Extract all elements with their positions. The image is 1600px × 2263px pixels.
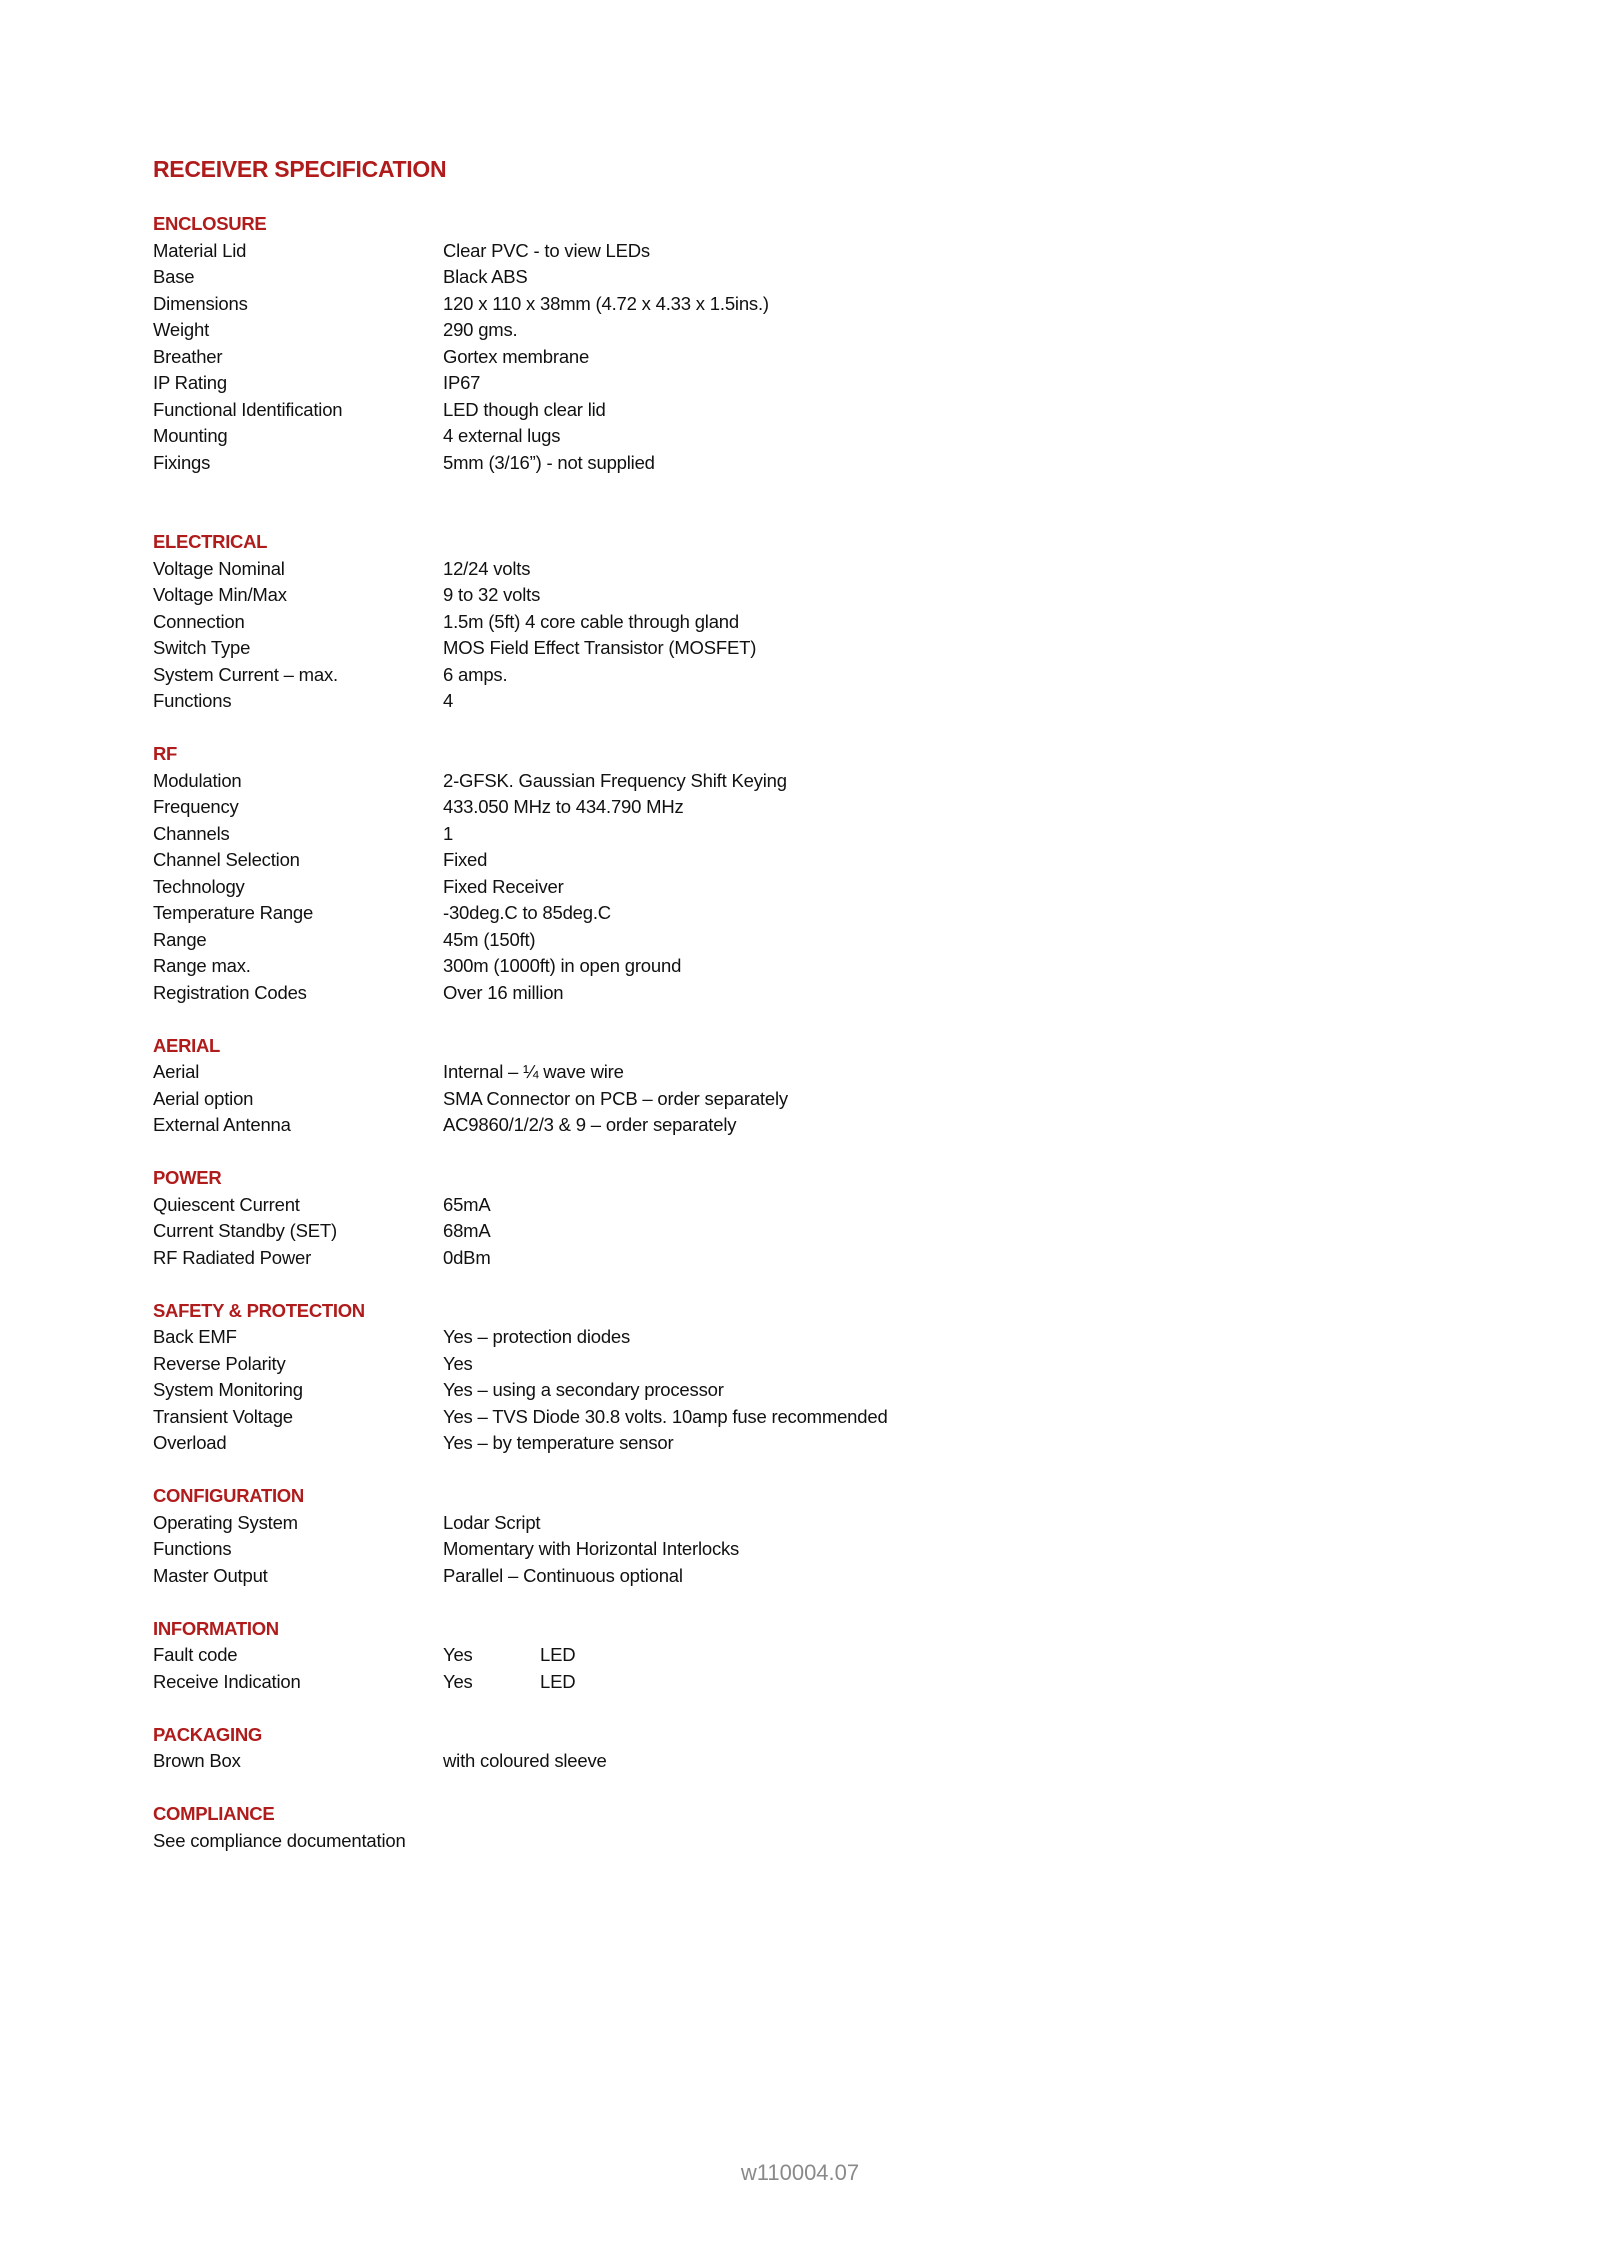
spec-value: SMA Connector on PCB – order separately xyxy=(443,1087,788,1109)
spec-label: Base xyxy=(153,266,195,287)
spec-label: Modulation xyxy=(153,769,242,791)
spec-value: 68mA xyxy=(443,1220,491,1241)
spec-row xyxy=(153,635,1453,662)
spec-label: Technology xyxy=(153,875,245,897)
spec-row xyxy=(153,1748,1453,1775)
spec-label: Range max. xyxy=(153,955,251,976)
spec-value: Fixed Receiver xyxy=(443,875,564,897)
spec-value: Yes – TVS Diode 30.8 volts. 10amp fuse recommended xyxy=(443,1405,888,1427)
spec-section-enclosure xyxy=(153,211,1453,476)
spec-value: Yes – using a secondary processor xyxy=(443,1379,724,1400)
spec-value: 4 external lugs xyxy=(443,425,561,446)
section-heading: ELECTRICAL xyxy=(153,531,268,552)
spec-value: Fixed xyxy=(443,849,488,870)
spec-value: 12/24 volts xyxy=(443,557,531,579)
spec-row xyxy=(153,1059,1453,1086)
spec-row xyxy=(153,1430,1453,1457)
spec-section-information xyxy=(153,1616,1453,1696)
document-code: w110004.07 xyxy=(740,2160,860,2185)
spec-label: Switch Type xyxy=(153,637,251,658)
spec-label: Operating System xyxy=(153,1511,298,1533)
section-heading: PACKAGING xyxy=(153,1723,262,1745)
spec-label: Range xyxy=(153,928,207,950)
spec-row xyxy=(153,1086,1453,1113)
spec-label: Aerial option xyxy=(153,1087,254,1109)
spec-value: 9 to 32 volts xyxy=(443,584,541,605)
spec-value: Yes xyxy=(443,1670,473,1692)
spec-label: IP Rating xyxy=(153,372,227,393)
spec-row xyxy=(153,556,1453,583)
spec-row xyxy=(153,1377,1453,1404)
spec-label: Voltage Nominal xyxy=(153,557,285,579)
spec-label: Brown Box xyxy=(153,1750,241,1771)
spec-row xyxy=(153,1351,1453,1378)
spec-row xyxy=(153,1218,1453,1245)
spec-value: -30deg.C to 85deg.C xyxy=(443,902,611,923)
spec-row xyxy=(153,847,1453,874)
spec-label: RF Radiated Power xyxy=(153,1246,312,1268)
spec-row xyxy=(153,1192,1453,1219)
spec-value: 6 amps. xyxy=(443,663,508,685)
spec-value: Over 16 million xyxy=(443,981,564,1003)
spec-value: 4 xyxy=(443,690,454,711)
section-heading: INFORMATION xyxy=(153,1617,279,1639)
section-heading: RF xyxy=(153,743,178,764)
section-heading: CONFIGURATION xyxy=(153,1485,304,1506)
spec-label: System Current – max. xyxy=(153,663,338,685)
spec-label: Functions xyxy=(153,690,232,711)
spec-label: Overload xyxy=(153,1432,227,1453)
spec-row xyxy=(153,1828,1453,1855)
spec-value: 0dBm xyxy=(443,1246,491,1268)
spec-value: 5mm (3/16”) - not supplied xyxy=(443,451,655,473)
spec-row xyxy=(153,264,1453,291)
spec-label: Fixings xyxy=(153,451,211,473)
spec-label: Temperature Range xyxy=(153,902,314,923)
spec-row xyxy=(153,1642,1453,1669)
spec-label: Voltage Min/Max xyxy=(153,584,287,605)
spec-value: 290 gms. xyxy=(443,319,518,340)
spec-value: IP67 xyxy=(443,372,481,393)
spec-value: 1 xyxy=(443,822,454,844)
spec-row xyxy=(153,582,1453,609)
spec-row xyxy=(153,662,1453,689)
spec-row xyxy=(153,370,1453,397)
spec-value: 45m (150ft) xyxy=(443,928,536,950)
spec-row xyxy=(153,1510,1453,1537)
spec-row xyxy=(153,688,1453,715)
spec-row xyxy=(153,1112,1453,1139)
spec-label: Current Standby (SET) xyxy=(153,1220,337,1241)
spec-label: Quiescent Current xyxy=(153,1193,300,1215)
spec-row xyxy=(153,980,1453,1007)
spec-row xyxy=(153,1245,1453,1272)
spec-label: Transient Voltage xyxy=(153,1405,293,1427)
spec-section-compliance xyxy=(153,1801,1453,1854)
spec-row xyxy=(153,821,1453,848)
spec-label: Reverse Polarity xyxy=(153,1352,286,1374)
spec-label: Registration Codes xyxy=(153,981,307,1003)
spec-value: 433.050 MHz to 434.790 MHz xyxy=(443,796,684,817)
page-title: RECEIVER SPECIFICATION xyxy=(153,156,447,182)
spec-label: Receive Indication xyxy=(153,1670,301,1692)
spec-label: Material Lid xyxy=(153,239,247,261)
spec-section-power xyxy=(153,1165,1453,1271)
spec-label: Connection xyxy=(153,610,245,632)
spec-section-configuration xyxy=(153,1483,1453,1589)
spec-value: Internal – ¼ wave wire xyxy=(443,1061,624,1082)
section-heading: POWER xyxy=(153,1167,222,1188)
spec-row xyxy=(153,768,1453,795)
spec-row xyxy=(153,238,1453,265)
spec-label: Channels xyxy=(153,822,230,844)
spec-value: 120 x 110 x 38mm (4.72 x 4.33 x 1.5ins.) xyxy=(443,292,769,314)
spec-section-aerial xyxy=(153,1033,1453,1139)
spec-value: Yes xyxy=(443,1352,473,1374)
spec-value: MOS Field Effect Transistor (MOSFET) xyxy=(443,637,757,658)
spec-section-electrical xyxy=(153,529,1453,715)
spec-value: LED though clear lid xyxy=(443,398,606,420)
spec-label: Mounting xyxy=(153,425,228,446)
spec-label: Dimensions xyxy=(153,292,248,314)
spec-value: 2-GFSK. Gaussian Frequency Shift Keying xyxy=(443,769,787,791)
spec-row xyxy=(153,397,1453,424)
spec-row xyxy=(153,317,1453,344)
spec-label: Back EMF xyxy=(153,1326,237,1347)
spec-label: System Monitoring xyxy=(153,1379,303,1400)
spec-value-secondary: LED xyxy=(540,1644,576,1665)
spec-label: Frequency xyxy=(153,796,239,817)
spec-row xyxy=(153,874,1453,901)
spec-value: Yes – by temperature sensor xyxy=(443,1432,674,1453)
spec-row xyxy=(153,953,1453,980)
spec-value: 65mA xyxy=(443,1193,491,1215)
spec-value: 300m (1000ft) in open ground xyxy=(443,955,682,976)
spec-label: Breather xyxy=(153,345,223,367)
spec-row xyxy=(153,927,1453,954)
spec-section-rf xyxy=(153,741,1453,1006)
spec-label: Fault code xyxy=(153,1644,238,1665)
spec-row xyxy=(153,291,1453,318)
spec-value: Black ABS xyxy=(443,266,528,287)
spec-row xyxy=(153,1324,1453,1351)
section-heading: ENCLOSURE xyxy=(153,213,267,234)
spec-section-packaging xyxy=(153,1722,1453,1775)
spec-value: AC9860/1/2/3 & 9 – order separately xyxy=(443,1114,737,1135)
spec-value: Momentary with Horizontal Interlocks xyxy=(443,1538,740,1559)
section-heading: AERIAL xyxy=(153,1034,221,1056)
spec-row xyxy=(153,344,1453,371)
spec-value: Lodar Script xyxy=(443,1511,541,1533)
spec-value: Yes xyxy=(443,1644,473,1665)
spec-value-secondary: LED xyxy=(540,1670,576,1692)
spec-row xyxy=(153,1669,1453,1696)
spec-label: Weight xyxy=(153,319,210,340)
spec-section-safety-protection xyxy=(153,1298,1453,1457)
spec-row xyxy=(153,900,1453,927)
spec-row xyxy=(153,450,1453,477)
spec-label: Functions xyxy=(153,1538,232,1559)
spec-value: Gortex membrane xyxy=(443,345,590,367)
spec-row xyxy=(153,1536,1453,1563)
spec-row xyxy=(153,609,1453,636)
spec-value: Parallel – Continuous optional xyxy=(443,1564,683,1586)
spec-row xyxy=(153,1404,1453,1431)
section-heading: COMPLIANCE xyxy=(153,1803,275,1824)
spec-sections xyxy=(153,211,1453,1854)
spec-label: Aerial xyxy=(153,1061,200,1082)
spec-label: Functional Identification xyxy=(153,398,343,420)
spec-label: External Antenna xyxy=(153,1114,291,1135)
spec-row xyxy=(153,794,1453,821)
spec-label: See compliance documentation xyxy=(153,1829,406,1851)
spec-value: Clear PVC - to view LEDs xyxy=(443,239,650,261)
spec-value: Yes – protection diodes xyxy=(443,1326,631,1347)
spec-value: 1.5m (5ft) 4 core cable through gland xyxy=(443,610,739,632)
spec-label: Master Output xyxy=(153,1564,268,1586)
spec-label: Channel Selection xyxy=(153,849,300,870)
spec-value: with coloured sleeve xyxy=(443,1750,607,1771)
section-heading: SAFETY & PROTECTION xyxy=(153,1299,365,1321)
spec-row xyxy=(153,423,1453,450)
spec-row xyxy=(153,1563,1453,1590)
